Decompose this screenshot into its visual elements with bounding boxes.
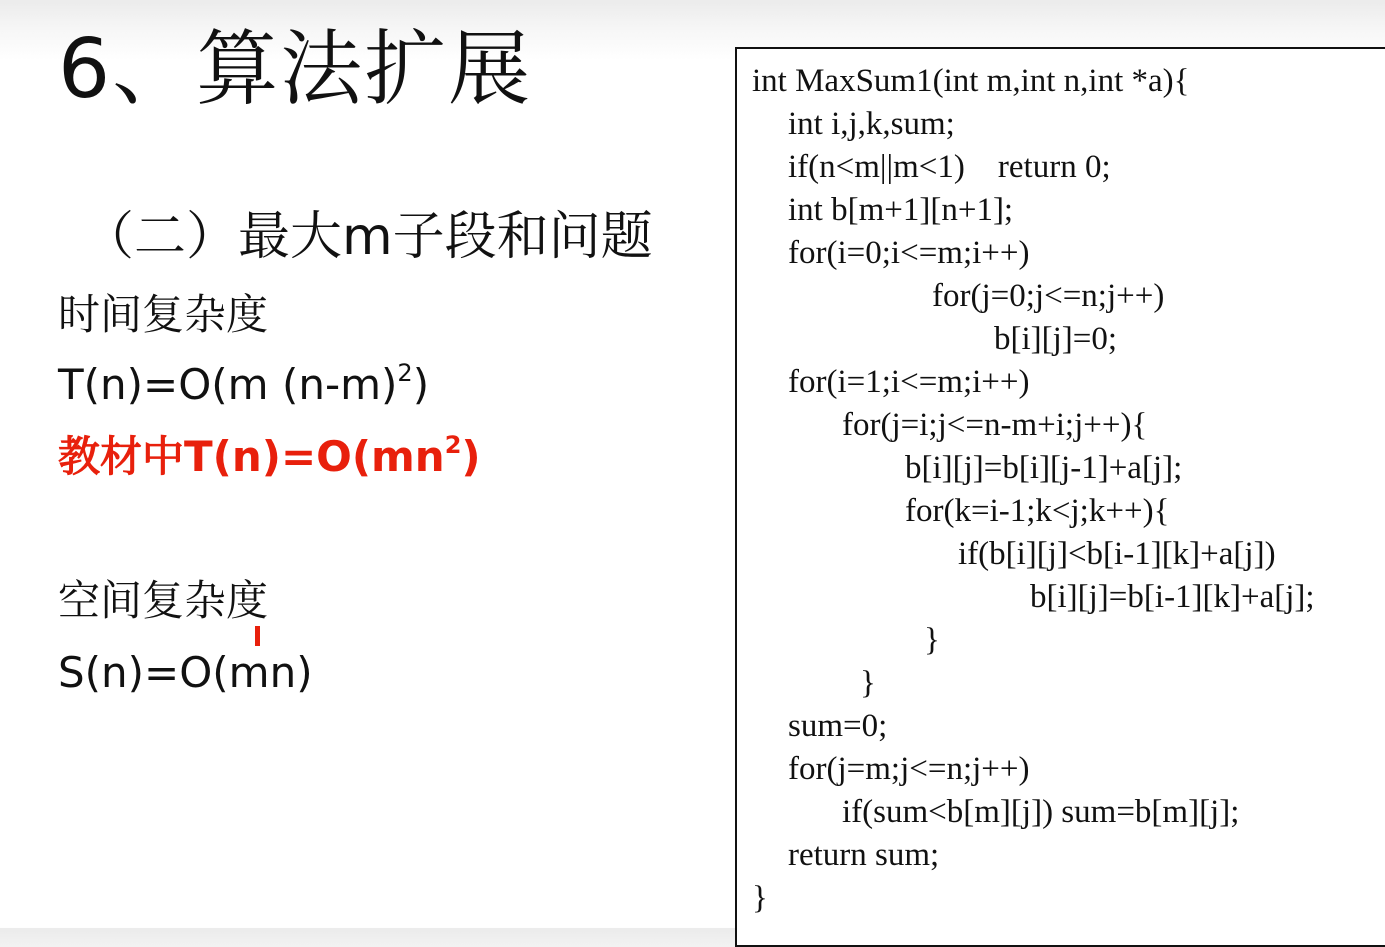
code-line: for(i=1;i<=m;i++) [788,364,1030,400]
time-formula-main: T(n)=O(m (n-m) [58,360,398,409]
time-complexity-heading: 时间复杂度 [58,290,269,339]
code-line: if(n<m||m<1) return 0; [788,149,1111,185]
section-subtitle: （二）最大m子段和问题 [82,207,653,267]
code-line: } [860,665,876,701]
space-complexity-heading: 空间复杂度 [58,576,269,625]
time-complexity-formula [58,358,429,412]
code-line: } [752,880,768,916]
code-line: int i,j,k,sum; [788,106,955,142]
textbook-complexity-formula [58,430,481,484]
code-line: int b[m+1][n+1]; [788,192,1014,228]
code-line: } [924,622,940,658]
code-line: sum=0; [788,708,888,744]
textbook-formula-end: ) [461,432,481,481]
time-formula-end: ) [412,360,430,409]
textbook-formula-main: 教材中T(n)=O(mn [58,432,445,481]
code-line: b[i][j]=b[i][j-1]+a[j]; [905,450,1183,486]
code-line: if(b[i][j]<b[i-1][k]+a[j]) [958,536,1276,572]
slide-title: 6、算法扩展 [58,22,533,117]
code-line: b[i][j]=b[i-1][k]+a[j]; [1030,579,1315,615]
space-complexity-formula: S(n)=O(mn) [58,648,313,697]
code-line: return sum; [788,837,940,873]
code-line: int MaxSum1(int m,int n,int *a){ [752,63,1190,99]
text-cursor-marker [255,626,260,646]
code-line: b[i][j]=0; [994,321,1118,357]
code-line: for(j=m;j<=n;j++) [788,751,1030,787]
time-formula-exponent: 2 [397,359,413,387]
code-line: for(i=0;i<=m;i++) [788,235,1030,271]
code-panel [735,47,1385,947]
code-line: if(sum<b[m][j]) sum=b[m][j]; [842,794,1240,830]
code-line: for(j=0;j<=n;j++) [932,278,1165,314]
code-line: for(j=i;j<=n-m+i;j++){ [842,407,1148,443]
code-line: for(k=i-1;k<j;k++){ [905,493,1170,529]
textbook-formula-exponent: 2 [444,431,462,459]
